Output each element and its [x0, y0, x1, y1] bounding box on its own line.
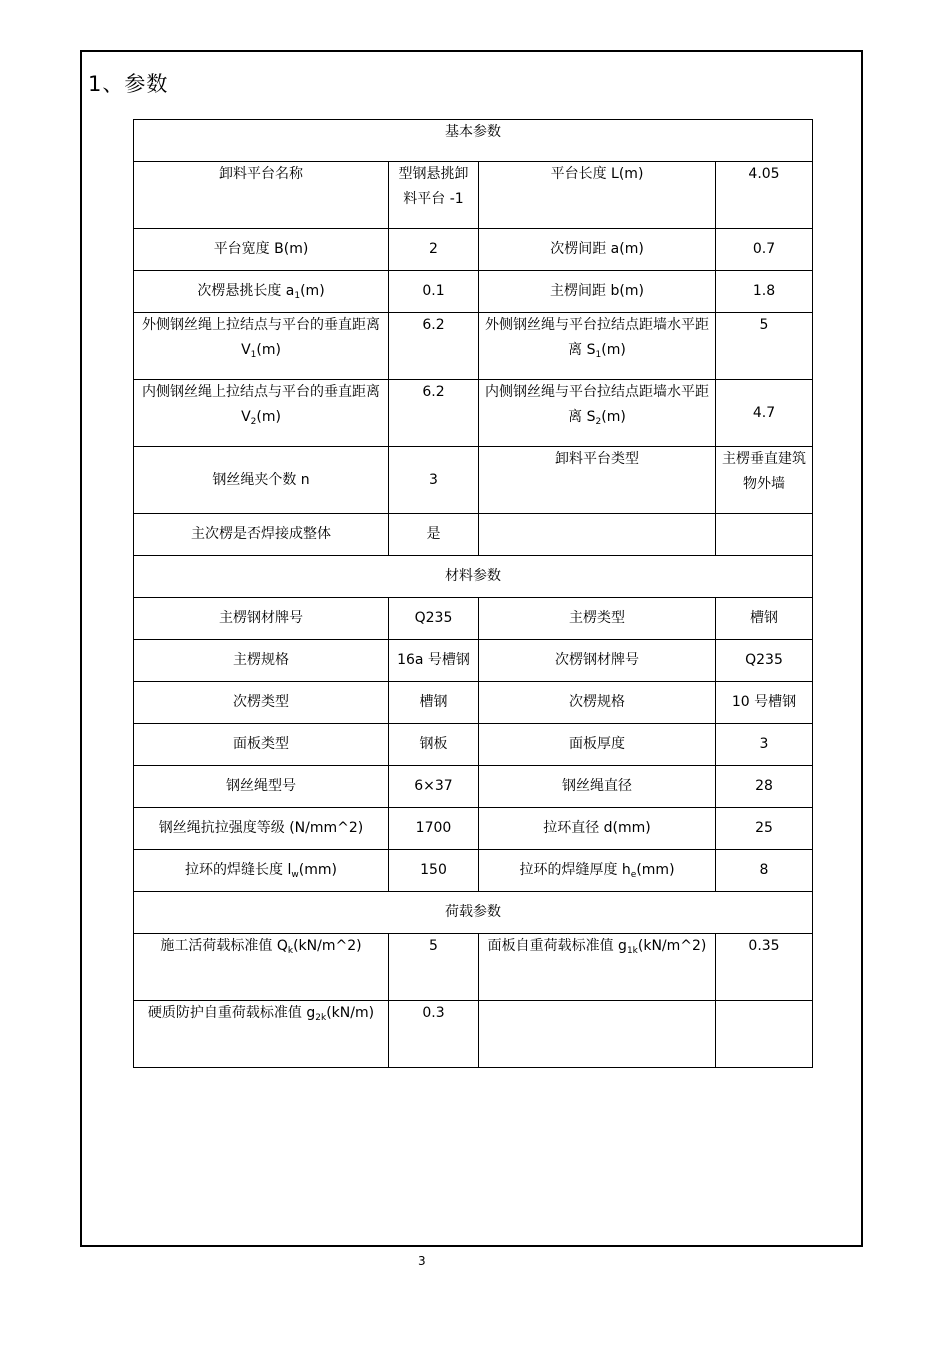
section-heading: 1、参数: [88, 72, 169, 96]
param-value: Q235: [389, 598, 479, 640]
param-value: 钢板: [389, 724, 479, 766]
param-name: 次楞悬挑长度 $a_1(m)$: [134, 271, 389, 313]
param-name: 卸料平台名称: [134, 162, 389, 229]
param-name: 外侧钢丝绳与平台拉结点距墙水平距离 $S_1(m)$: [479, 313, 716, 380]
table-row: [134, 380, 813, 447]
section-title-load: 荷载参数: [134, 892, 813, 934]
param-value: 150: [389, 850, 479, 892]
param-value: 2: [389, 229, 479, 271]
param-value: 0.7: [716, 229, 813, 271]
param-value: 5: [716, 313, 813, 380]
table-row: [134, 682, 813, 724]
param-value: 0.35: [716, 934, 813, 1001]
param-value: 8: [716, 850, 813, 892]
parameters-table: [133, 119, 813, 1068]
param-value: 6×37: [389, 766, 479, 808]
section-title-material: 材料参数: [134, 556, 813, 598]
param-name: 拉环直径 d(mm): [479, 808, 716, 850]
table-row: [134, 447, 813, 514]
table-row: [134, 1001, 813, 1068]
param-name: 硬质防护自重荷载标准值 $g_{2k}(kN/m)$: [134, 1001, 389, 1068]
param-value: 4.7: [716, 380, 813, 447]
param-name: 面板自重荷载标准值 $g_{1k}(kN/m\^{}2)$: [479, 934, 716, 1001]
table-row: [134, 514, 813, 556]
param-value: 10 号槽钢: [716, 682, 813, 724]
param-value: 16a 号槽钢: [389, 640, 479, 682]
param-name: 施工活荷载标准值 $Q_k(kN/m\^{}2)$: [134, 934, 389, 1001]
empty-cell: [479, 514, 716, 556]
param-name: 钢丝绳抗拉强度等级 (N/mm^2): [134, 808, 389, 850]
param-name: 主次楞是否焊接成整体: [134, 514, 389, 556]
section-row-basic: [134, 120, 813, 162]
param-value: 6.2: [389, 313, 479, 380]
param-name: 面板厚度: [479, 724, 716, 766]
param-name: 卸料平台类型: [479, 447, 716, 514]
table-row: [134, 850, 813, 892]
param-name: 次楞间距 a(m): [479, 229, 716, 271]
table-row: [134, 724, 813, 766]
section-row-material: [134, 556, 813, 598]
param-value: 25: [716, 808, 813, 850]
param-value: 是: [389, 514, 479, 556]
section-row-load: [134, 892, 813, 934]
param-name: 平台长度 L(m): [479, 162, 716, 229]
param-name: 主楞钢材牌号: [134, 598, 389, 640]
param-value: 1700: [389, 808, 479, 850]
param-name: 内侧钢丝绳上拉结点与平台的垂直距离 $V_2(m)$: [134, 380, 389, 447]
param-name: 钢丝绳型号: [134, 766, 389, 808]
param-name: 主楞类型: [479, 598, 716, 640]
empty-cell: [716, 1001, 813, 1068]
param-value: 0.3: [389, 1001, 479, 1068]
param-value: Q235: [716, 640, 813, 682]
param-value: 3: [716, 724, 813, 766]
param-name: 次楞规格: [479, 682, 716, 724]
param-value: 28: [716, 766, 813, 808]
table-row: [134, 766, 813, 808]
param-value: 1.8: [716, 271, 813, 313]
param-name: 主楞间距 b(m): [479, 271, 716, 313]
param-name: 钢丝绳直径: [479, 766, 716, 808]
param-name: 拉环的焊缝厚度 $h_e(mm)$: [479, 850, 716, 892]
table-row: [134, 640, 813, 682]
param-value: 槽钢: [716, 598, 813, 640]
empty-cell: [716, 514, 813, 556]
table-row: [134, 934, 813, 1001]
table-row: [134, 229, 813, 271]
param-name: 次楞钢材牌号: [479, 640, 716, 682]
param-value: 型钢悬挑卸料平台 -1: [389, 162, 479, 229]
param-name: 平台宽度 B(m): [134, 229, 389, 271]
param-value: 0.1: [389, 271, 479, 313]
param-name: 钢丝绳夹个数 n: [134, 447, 389, 514]
page-number: 3: [418, 1254, 426, 1268]
param-value: 5: [389, 934, 479, 1001]
table-row: [134, 162, 813, 229]
param-name: 主楞规格: [134, 640, 389, 682]
param-name: 次楞类型: [134, 682, 389, 724]
param-value: 主楞垂直建筑物外墙: [716, 447, 813, 514]
section-title-basic: 基本参数: [134, 120, 813, 162]
table-row: [134, 808, 813, 850]
param-value: 3: [389, 447, 479, 514]
param-value: 6.2: [389, 380, 479, 447]
table-row: [134, 313, 813, 380]
param-name: 拉环的焊缝长度 $l_w(mm)$: [134, 850, 389, 892]
param-value: 4.05: [716, 162, 813, 229]
empty-cell: [479, 1001, 716, 1068]
param-name: 面板类型: [134, 724, 389, 766]
param-name: 内侧钢丝绳与平台拉结点距墙水平距离 $S_2(m)$: [479, 380, 716, 447]
table-row: [134, 598, 813, 640]
param-name: 外侧钢丝绳上拉结点与平台的垂直距离 $V_1(m)$: [134, 313, 389, 380]
param-value: 槽钢: [389, 682, 479, 724]
table-row: [134, 271, 813, 313]
